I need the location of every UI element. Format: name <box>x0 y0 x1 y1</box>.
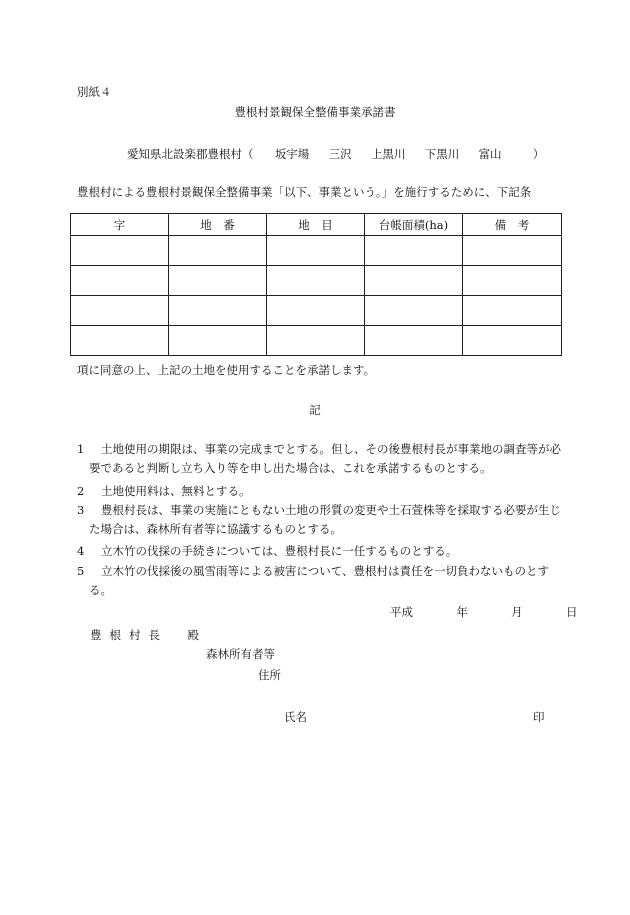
addressee: 豊根村長 殿 <box>90 628 207 642</box>
table-cell <box>169 266 267 296</box>
condition-number: 5 <box>77 564 85 578</box>
table-row <box>71 236 562 266</box>
table-cell <box>71 266 169 296</box>
header-area: 台帳面積(ha) <box>365 214 463 236</box>
annex-label: 別紙４ <box>77 85 112 99</box>
table-cell <box>71 326 169 356</box>
location-line <box>127 146 544 162</box>
condition-text: 立木竹の伐採後の風雪雨等による被害について、豊根村は責任を一切負わないものとする。 <box>89 564 550 597</box>
condition-text: 立木竹の伐採の手続きについては、豊根村長に一任するものとする。 <box>101 544 458 558</box>
document-title: 豊根村景観保全整備事業承諾書 <box>234 105 396 119</box>
land-table <box>70 213 562 356</box>
area-tomiyama: 富山 <box>478 147 502 161</box>
condition-text: 豊根村長は、事業の実施にともない土地の形質の変更や土石萱株等を採取する必要が生じた場合は、森林所有者等に協議するものとする。 <box>89 503 561 536</box>
condition-number: 1 <box>77 442 85 456</box>
table-cell <box>267 266 365 296</box>
condition-text: 土地使用の期限は、事業の完成までとする。但し、その後豊根村長が事業地の調査等が必要であると判断し立ち入り等を申し出た場合は、これを承諾するものとする。 <box>89 442 561 475</box>
table-cell <box>169 236 267 266</box>
area-shimokurokawa: 下黒川 <box>424 147 460 161</box>
seal-label: 印 <box>533 710 545 724</box>
table-row <box>71 326 562 356</box>
location-suffix: ） <box>532 147 545 161</box>
header-chiban: 地 番 <box>169 214 267 236</box>
table-cell <box>365 266 463 296</box>
date-day: 日 <box>565 605 578 619</box>
table-cell <box>267 296 365 326</box>
table-cell <box>463 236 562 266</box>
table-cell <box>71 236 169 266</box>
condition-number: 2 <box>77 484 85 498</box>
area-misawa: 三沢 <box>328 147 352 161</box>
header-remarks: 備 考 <box>463 214 562 236</box>
table-cell <box>365 236 463 266</box>
date-year: 年 <box>456 605 468 619</box>
table-cell <box>169 296 267 326</box>
header-chimoku: 地 目 <box>267 214 365 236</box>
table-cell <box>463 296 562 326</box>
table-row <box>71 296 562 326</box>
location-prefix: 愛知県北設楽郡豊根村（ <box>127 147 254 161</box>
date-line <box>390 604 577 620</box>
date-era: 平成 <box>390 605 413 619</box>
table-cell <box>71 296 169 326</box>
condition-text: 土地使用料は、無料とする。 <box>101 484 251 498</box>
name-label: 氏名 <box>284 710 307 724</box>
condition-number: 3 <box>77 503 85 517</box>
table-cell <box>267 326 365 356</box>
table-cell <box>267 236 365 266</box>
date-month: 月 <box>511 605 523 619</box>
header-aza: 字 <box>71 214 169 236</box>
table-row <box>71 266 562 296</box>
consent-text: 項に同意の上、上記の土地を使用することを承諾します。 <box>77 363 376 377</box>
condition-item <box>77 482 567 501</box>
table-cell <box>463 266 562 296</box>
condition-item <box>77 562 567 600</box>
owner-label: 森林所有者等 <box>206 647 275 661</box>
intro-text: 豊根村による豊根村景観保全整備事業「以下、事業という。」を施行するために、下記条 <box>77 185 532 199</box>
condition-item <box>77 440 567 478</box>
condition-item <box>77 501 567 539</box>
area-kamikurokawa: 上黒川 <box>370 147 406 161</box>
table-cell <box>365 296 463 326</box>
table-cell <box>365 326 463 356</box>
table-cell <box>463 326 562 356</box>
condition-number: 4 <box>77 544 85 558</box>
ki-heading: 記 <box>309 403 321 417</box>
area-sakauba: 坂宇場 <box>274 147 310 161</box>
table-cell <box>169 326 267 356</box>
address-label: 住所 <box>258 668 281 682</box>
condition-item <box>77 542 567 561</box>
table-header-row <box>71 214 562 236</box>
